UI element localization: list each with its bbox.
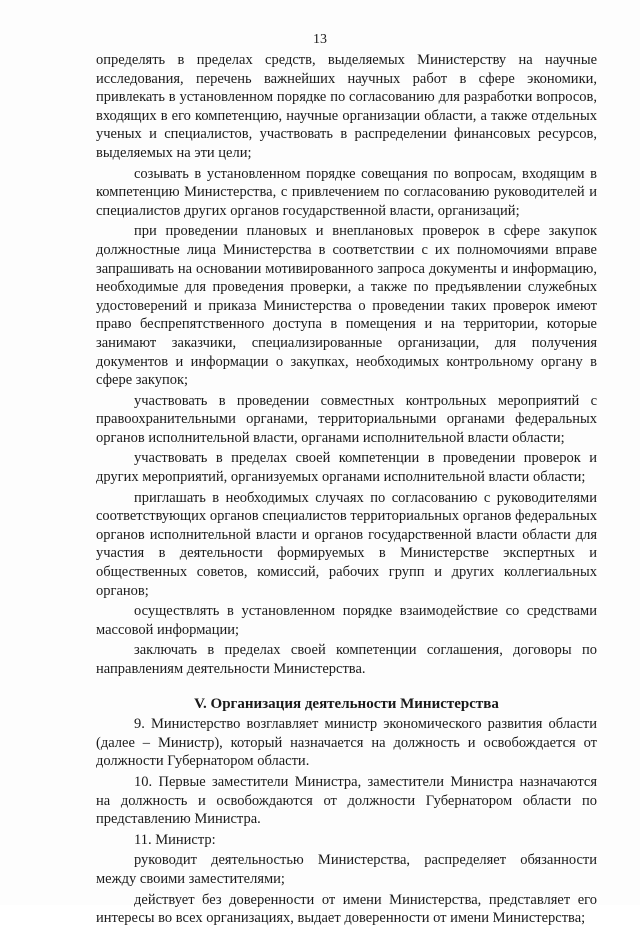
- paragraph: участвовать в пределах своей компетенции в проведении проверок и других мероприятий, организуемых органами исполнительной власти области;: [96, 450, 597, 486]
- paragraph: 11. Министр:: [134, 831, 216, 848]
- paragraph: осуществлять в установленном порядке взаимодействие со средствами массовой информации;: [96, 603, 597, 638]
- paragraph: 10. Первые заместители Министра, заместители Министра назначаются на должность и освобождаются от должности Губернатором области по представлению Министра.: [96, 773, 597, 828]
- paragraph: определять в пределах средств, выделяемых Министерству на научные исследования, перечень важнейших научных работ в сфере экономики, привлекать в установленном порядке по согласованию для разработки вопросов, входящих в его компетенцию, научные организации области, а также отдельных ученых и специалистов, участвовать в распределении финансовых ресурсов, выделяемых на эти цели;: [96, 52, 597, 161]
- section-heading: V. Организация деятельности Министерства: [194, 695, 499, 712]
- paragraph: участвовать в проведении совместных контрольных мероприятий с правоохранительными органами, территориальными органами федеральных органов исполнительной власти, органами исполнительной власти области;: [96, 392, 597, 446]
- paragraph: руководит деятельностью Министерства, распределяет обязанности между своими заместителями;: [96, 852, 597, 887]
- paragraph: заключать в пределах своей компетенции соглашения, договоры по направлениям деятельности Министерства.: [96, 642, 597, 677]
- paragraph: приглашать в необходимых случаях по согласованию с руководителями соответствующих органов специалистов территориальных органов федеральных органов исполнительной власти и органов государственной власти области для участия в деятельности формируемых в Министерстве экспертных и общественных советов, комиссий, рабочих групп и других коллегиальных органов;: [96, 489, 597, 599]
- document-body: [96, 51, 597, 928]
- paragraph: действует без доверенности от имени Министерства, представляет его интересы во всех организациях, выдает доверенности от имени Министерства;: [96, 891, 597, 927]
- paragraph: 9. Министерство возглавляет министр экономического развития области (далее – Министр), который назначается на должность и освобождается от должности Губернатором области.: [96, 716, 597, 770]
- paragraph: при проведении плановых и внеплановых проверок в сфере закупок должностные лица Министерства в соответствии с их полномочиями вправе запрашивать на основании мотивированного запроса документы и информацию, необходимые для проведения проверки, а также по предъявлении служебных удостоверений и приказа Министерства о проведении таких проверок имеют право беспрепятственного доступа в помещения и на территории, которые занимают заказчики, специализированные организации, для получения документов и информации о закупках, необходимых контрольному органу в сфере закупок;: [96, 223, 597, 389]
- page-number: 13: [313, 32, 327, 47]
- paragraph: созывать в установленном порядке совещания по вопросам, входящим в компетенцию Министерства, с привлечением по согласованию руководителей и специалистов других органов государственной власти, организаций;: [96, 165, 597, 219]
